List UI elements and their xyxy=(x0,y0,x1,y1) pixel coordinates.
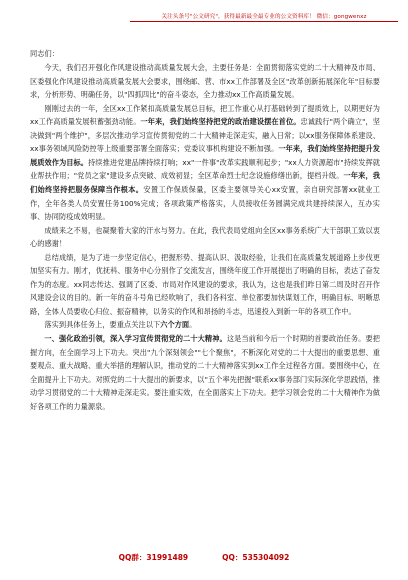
document-body xyxy=(30,47,380,413)
text-run: 今天，我们召开强化作风建设推动高质量发展大会，主要任务是：全面贯彻落实党的二十大精神及市局、区委强化作风建设推动高质量发展大会要求，围绕邮、营、市xx工作部署及全区"改革创新拓展深化年"目标要求，分析形势、明确任务，以"四抓四比"的奋斗姿态，全力推动xx工作高质量发展。 xyxy=(30,63,380,100)
paragraph xyxy=(30,318,380,332)
text-run: 忠诚践行"两个确立"，坚决做到"两个维护"，多层次推动学习宣传贯彻党的二十大精神走深走实，融入日常；以xx服务保障体系建设、xx事务领域风险防控等上级重要部署全面落实；党委议事机构建设不断加强。 xyxy=(30,117,381,154)
paragraph xyxy=(30,102,380,224)
paragraph xyxy=(30,224,380,251)
banner-underline xyxy=(130,21,398,22)
footer xyxy=(0,552,408,564)
text-run: 持续推进党建品牌持续打响；xx"一件事"改革实践顺利起步；"xx人力资源超市"持续发挥就业帮扶作用；"党员之家"建设多点突破、成效初显；全区革命烈士纪念设施修缮出新，提档升级。 xyxy=(30,157,380,181)
header-banner xyxy=(130,10,398,21)
banner-text: 关注头条号"公文研究"，获得最新最全最专业的公文资料库！ 微信：gongwenxz xyxy=(161,13,367,20)
bold-text: 一年来，我们始终坚持把党的政治建设摆在首位。 xyxy=(140,117,301,127)
text-run: 安置工作保质保量，区委主要领导关心xx安置，亲自研究部署xx就业工作，全年各类人员安置任务100%完成；各项政策严格落实，人员接收任务圆满完成共建持续深入，互办实事、协同防疫成效明显。 xyxy=(30,184,380,222)
bold-text: 一年来，我们始终坚持把服务保障当作根本。 xyxy=(30,171,380,194)
paragraph xyxy=(30,61,380,102)
text-run: 刚刚过去的一年，全区xx工作紧扣高质量发展总目标，把工作重心从打基础转到了提质效上，以期更好为xx工作高质量发展积蓄强劲动能。 xyxy=(30,103,380,127)
paragraph xyxy=(30,251,380,319)
text-run: 总结成绩，是为了进一步坚定信心，把握形势、提高认识、汲取经验，让我们在高质量发展道路上步伐更加坚实有力。刚才，优抚科、服务中心分别作了交流发言，围绕年度工作开展提出了明确的目标，表达了奋发作为的态度。xx同志传达、强调了区委、市局对作风建设的要求，我认为，这也是我们昨日第二周及时召开作风建设会议的目的。新一年的奋斗号角已经吹响了，我们各科室、单位都要加快谋划工作，明确目标、明晰思路，全体人员要收心归位、振奋精神，以务实的作风和昂扬的斗志，迅速投入到新一年的各项工作中。 xyxy=(30,252,380,316)
bold-text: 一年来，我们始终坚持把提升发展质效作为目标。 xyxy=(30,144,381,167)
paragraph xyxy=(30,332,380,413)
footer-qq: QQ：535304092 xyxy=(222,553,290,562)
text-run: 成绩来之不易，也凝聚着大家的汗水与努力。在此，我代表局党组向全区xx事务系统广大干部职工致以衷心的感谢！ xyxy=(30,225,380,249)
text-run: 。 xyxy=(189,320,197,330)
footer-qq-group: QQ群：31991489 xyxy=(118,553,189,562)
bold-text: 六个方面 xyxy=(160,320,190,330)
text-run: 落实到具体任务上，要重点关注以下 xyxy=(44,320,161,330)
text-run: 这是当前和今后一个时期的首要政治任务。要把握方向，在全面学习上下功夫。突出"九个深刻领会""七个聚焦"，不断深化对党的二十大提出的重要思想、重要观点、重大战略、重大举措的理解认识，推动党的二十大精神落实到xx工作全过程各方面。要围绕中心，在全面提升上下功夫。对照党的二十大提出的新要求，以"五个率先把握"联系xx事务部门实际深化学思践悟，推动学习贯彻党的二十大精神走深走实。要注重实效，在全面落实上下功夫。把学习领会党的二十大精神作为做好各项工作的力量源泉。 xyxy=(30,333,380,411)
bold-text: 一、强化政治引领，深入学习宣传贯彻党的二十大精神。 xyxy=(44,333,227,343)
greeting: 同志们： xyxy=(30,49,59,58)
